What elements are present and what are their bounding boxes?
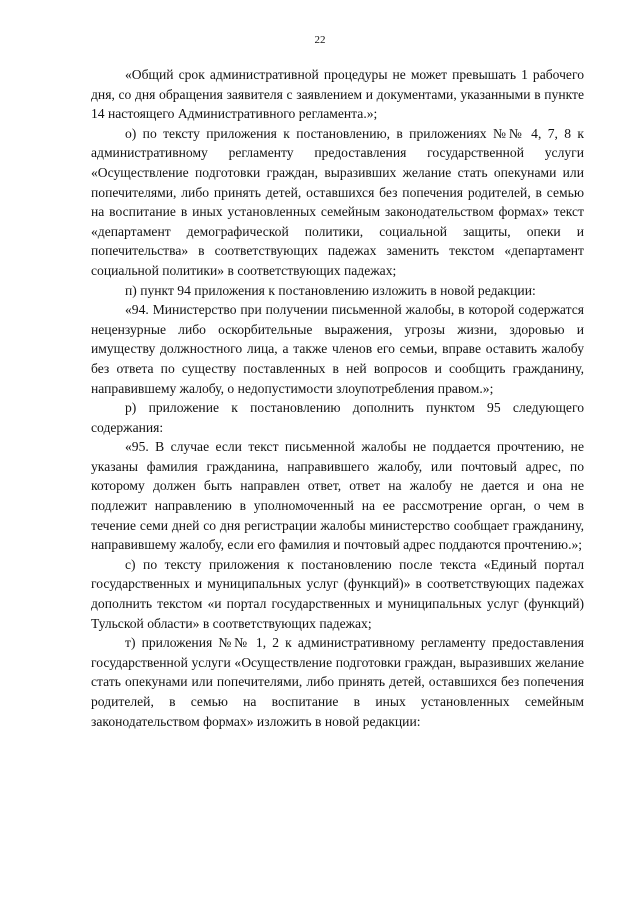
paragraph-item-o: о) по тексту приложения к постановлению, в приложениях №№ 4, 7, 8 к административному регламенту предоставления государственной услуги «Осуществление подготовки граждан, выразивших желание стать опекунами или попечителями, либо принять детей, оставшихся без попечения родителей, в семью на воспитание в иных установленных семейным законодательством формах» текст «департамент демографической политики, социальной защиты, опеки и попечительства» в соответствующих падежах заменить текстом «департамент социальной политики» в соответствующих падежах; bbox=[91, 125, 584, 278]
paragraph-quote-procedure-term: «Общий срок административной процедуры не может превышать 1 рабочего дня, со дня обращения заявителя с заявлением и документами, указанными в пункте 14 настоящего Административного регламента.»; bbox=[91, 67, 584, 122]
paragraph-quote-94: «94. Министерство при получении письменной жалобы, в которой содержатся нецензурные либо оскорбительные выражения, угрозы жизни, здоровью и имуществу должностного лица, а также членов его семьи, вправе оставить жалобу без ответа по существу поставленных в ней вопросов и сообщить гражданину, направившему жалобу, о недопустимости злоупотребления правом.»; bbox=[91, 302, 584, 396]
paragraph-item-s: с) по тексту приложения к постановлению после текста «Единый портал государственных и муниципальных услуг (функций)» в соответствующих падежах дополнить текстом «и портал государственных и муниципальных услуг (функций) Тульской области» в соответствующих падежах; bbox=[91, 556, 584, 631]
paragraph-quote-95: «95. В случае если текст письменной жалобы не поддается прочтению, не указаны фамилия гражданина, направившего жалобу, или почтовый адрес, по которому должен быть направлен ответ, ответ на жалобу не дается и она не подлежит направлению в уполномоченный на ее рассмотрение орган, о чем в течение семи дней со дня регистрации жалобы министерство сообщает гражданину, направившему жалобу, если его фамилия и почтовый адрес поддаются прочтению.»; bbox=[91, 439, 584, 553]
paragraph-item-r: р) приложение к постановлению дополнить пунктом 95 следующего содержания: bbox=[91, 400, 584, 435]
paragraph-item-t: т) приложения №№ 1, 2 к административному регламенту предоставления государственной услуги «Осуществление подготовки граждан, выразивших желание стать опекунами или попечителями, либо принять детей, оставшихся без попечения родителей, в семью на воспитание в иных установленных семейным законодательством формах» изложить в новой редакции: bbox=[91, 635, 584, 729]
paragraph-item-p: п) пункт 94 приложения к постановлению изложить в новой редакции: bbox=[125, 282, 536, 298]
body-text bbox=[91, 65, 584, 731]
page-number: 22 bbox=[314, 34, 326, 46]
